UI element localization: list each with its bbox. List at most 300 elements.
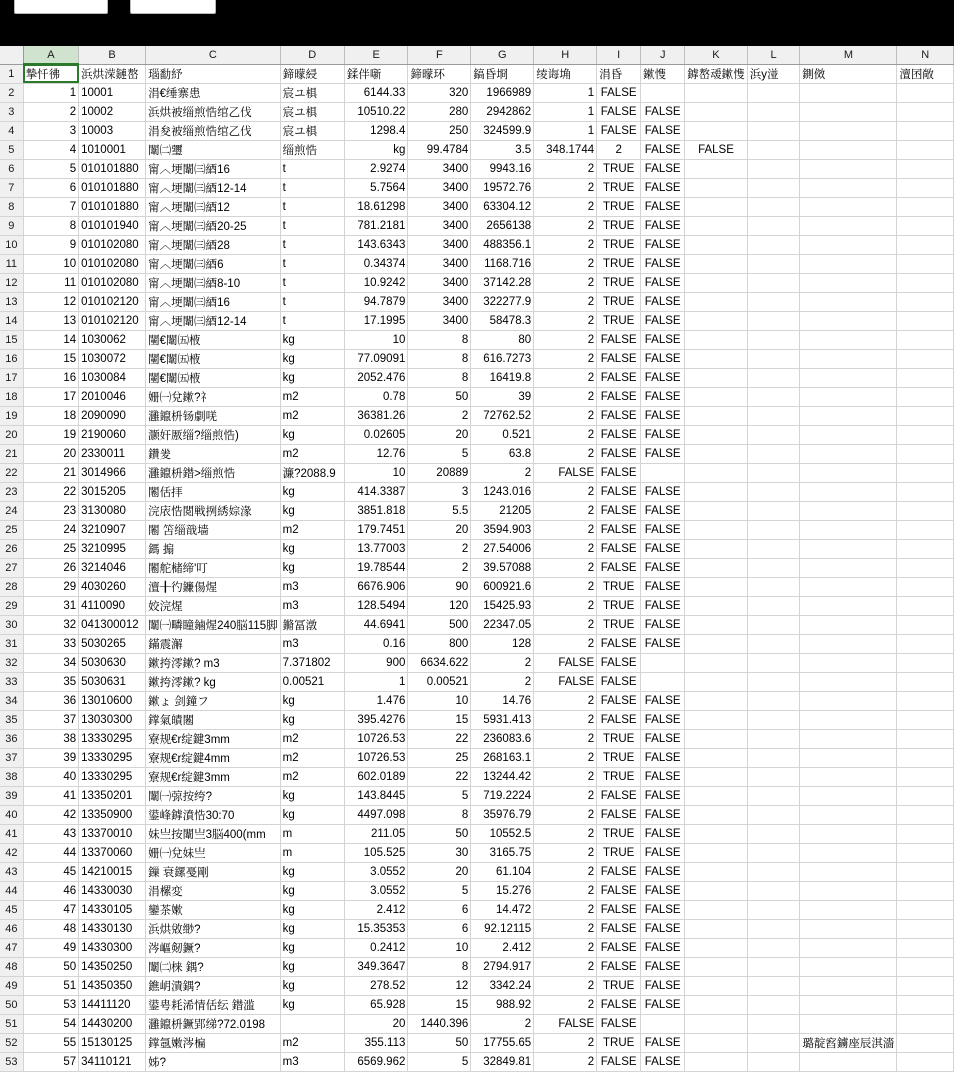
cell-m27[interactable] bbox=[800, 558, 897, 577]
cell-h31[interactable]: 2 bbox=[534, 634, 597, 653]
cell-b43[interactable]: 14210015 bbox=[79, 862, 146, 881]
cell-m17[interactable] bbox=[800, 368, 897, 387]
cell-a51[interactable]: 54 bbox=[23, 1014, 78, 1033]
row-header-46[interactable]: 46 bbox=[0, 919, 23, 938]
cell-e20[interactable]: 0.02605 bbox=[344, 425, 407, 444]
cell-a5[interactable]: 4 bbox=[23, 140, 78, 159]
cell-a43[interactable]: 45 bbox=[23, 862, 78, 881]
cell-k45[interactable] bbox=[685, 900, 748, 919]
cell-a45[interactable]: 47 bbox=[23, 900, 78, 919]
cell-f6[interactable]: 3400 bbox=[408, 159, 471, 178]
cell-b10[interactable]: 010102080 bbox=[79, 235, 146, 254]
cell-k10[interactable] bbox=[685, 235, 748, 254]
cell-i52[interactable]: TRUE bbox=[597, 1033, 641, 1052]
cell-n46[interactable] bbox=[897, 919, 954, 938]
cell-n34[interactable] bbox=[897, 691, 954, 710]
cell-k25[interactable] bbox=[685, 520, 748, 539]
cell-j21[interactable]: FALSE bbox=[641, 444, 685, 463]
cell-h20[interactable]: 2 bbox=[534, 425, 597, 444]
cell-a35[interactable]: 37 bbox=[23, 710, 78, 729]
row-header-10[interactable]: 10 bbox=[0, 235, 23, 254]
cell-d16[interactable]: kg bbox=[280, 349, 344, 368]
cell-m12[interactable] bbox=[800, 273, 897, 292]
cell-j13[interactable]: FALSE bbox=[641, 292, 685, 311]
cell-n19[interactable] bbox=[897, 406, 954, 425]
row-header-15[interactable]: 15 bbox=[0, 330, 23, 349]
cell-b38[interactable]: 13330295 bbox=[79, 767, 146, 786]
cell-d30[interactable]: 鏅冨潡 bbox=[280, 615, 344, 634]
table-row[interactable] bbox=[0, 976, 954, 995]
cell-a38[interactable]: 40 bbox=[23, 767, 78, 786]
cell-g25[interactable]: 3594.903 bbox=[471, 520, 534, 539]
cell-g37[interactable]: 268163.1 bbox=[471, 748, 534, 767]
cell-d23[interactable]: kg bbox=[280, 482, 344, 501]
column-header-j[interactable]: J bbox=[641, 46, 685, 64]
cell-f1[interactable]: 鍗曚环 bbox=[408, 64, 471, 83]
cell-m16[interactable] bbox=[800, 349, 897, 368]
cell-b29[interactable]: 4110090 bbox=[79, 596, 146, 615]
cell-h47[interactable]: 2 bbox=[534, 938, 597, 957]
cell-c5[interactable]: 闈㈡瓕 bbox=[146, 140, 281, 159]
cell-m28[interactable] bbox=[800, 577, 897, 596]
cell-m11[interactable] bbox=[800, 254, 897, 273]
cell-k36[interactable] bbox=[685, 729, 748, 748]
cell-a32[interactable]: 34 bbox=[23, 653, 78, 672]
table-row[interactable] bbox=[0, 672, 954, 691]
cell-a31[interactable]: 33 bbox=[23, 634, 78, 653]
cell-c36[interactable]: 寮规€r绽鍵3mm bbox=[146, 729, 281, 748]
cell-j15[interactable]: FALSE bbox=[641, 330, 685, 349]
cell-a14[interactable]: 13 bbox=[23, 311, 78, 330]
cell-a41[interactable]: 43 bbox=[23, 824, 78, 843]
cell-n10[interactable] bbox=[897, 235, 954, 254]
row-header-39[interactable]: 39 bbox=[0, 786, 23, 805]
cell-h32[interactable]: FALSE bbox=[534, 653, 597, 672]
cell-h52[interactable]: 2 bbox=[534, 1033, 597, 1052]
cell-g30[interactable]: 22347.05 bbox=[471, 615, 534, 634]
cell-g38[interactable]: 13244.42 bbox=[471, 767, 534, 786]
cell-j28[interactable]: FALSE bbox=[641, 577, 685, 596]
cell-l53[interactable] bbox=[747, 1052, 800, 1071]
cell-a40[interactable]: 42 bbox=[23, 805, 78, 824]
cell-b16[interactable]: 1030072 bbox=[79, 349, 146, 368]
cell-f35[interactable]: 15 bbox=[408, 710, 471, 729]
cell-k7[interactable] bbox=[685, 178, 748, 197]
cell-e8[interactable]: 18.61298 bbox=[344, 197, 407, 216]
cell-i44[interactable]: FALSE bbox=[597, 881, 641, 900]
cell-c14[interactable]: 甯︿埂闈㈢綇12-14 bbox=[146, 311, 281, 330]
cell-h5[interactable]: 348.1744 bbox=[534, 140, 597, 159]
cell-a20[interactable]: 19 bbox=[23, 425, 78, 444]
cell-i12[interactable]: TRUE bbox=[597, 273, 641, 292]
cell-k13[interactable] bbox=[685, 292, 748, 311]
cell-l25[interactable] bbox=[747, 520, 800, 539]
cell-f16[interactable]: 8 bbox=[408, 349, 471, 368]
cell-c33[interactable]: 鏉挎澪鏉? kg bbox=[146, 672, 281, 691]
cell-g45[interactable]: 14.472 bbox=[471, 900, 534, 919]
cell-m38[interactable] bbox=[800, 767, 897, 786]
cell-l10[interactable] bbox=[747, 235, 800, 254]
cell-g6[interactable]: 9943.16 bbox=[471, 159, 534, 178]
cell-h34[interactable]: 2 bbox=[534, 691, 597, 710]
table-row[interactable] bbox=[0, 710, 954, 729]
cell-g16[interactable]: 616.7273 bbox=[471, 349, 534, 368]
table-row[interactable] bbox=[0, 368, 954, 387]
cell-n32[interactable] bbox=[897, 653, 954, 672]
cell-b12[interactable]: 010102080 bbox=[79, 273, 146, 292]
cell-a53[interactable]: 57 bbox=[23, 1052, 78, 1071]
cell-k27[interactable] bbox=[685, 558, 748, 577]
cell-b49[interactable]: 14350350 bbox=[79, 976, 146, 995]
cell-d18[interactable]: m2 bbox=[280, 387, 344, 406]
cell-d13[interactable]: t bbox=[280, 292, 344, 311]
cell-g50[interactable]: 988.92 bbox=[471, 995, 534, 1014]
row-header-52[interactable]: 52 bbox=[0, 1033, 23, 1052]
cell-j47[interactable]: FALSE bbox=[641, 938, 685, 957]
row-header-1[interactable]: 1 bbox=[0, 64, 23, 83]
cell-e53[interactable]: 6569.962 bbox=[344, 1052, 407, 1071]
cell-d5[interactable]: 缁煎悎 bbox=[280, 140, 344, 159]
column-header-m[interactable]: M bbox=[800, 46, 897, 64]
cell-j12[interactable]: FALSE bbox=[641, 273, 685, 292]
cell-b3[interactable]: 10002 bbox=[79, 102, 146, 121]
table-row[interactable] bbox=[0, 1052, 954, 1071]
cell-b13[interactable]: 010102120 bbox=[79, 292, 146, 311]
table-row[interactable] bbox=[0, 615, 954, 634]
spreadsheet-table[interactable] bbox=[0, 46, 954, 1072]
cell-l9[interactable] bbox=[747, 216, 800, 235]
cell-n6[interactable] bbox=[897, 159, 954, 178]
column-header-i[interactable]: I bbox=[597, 46, 641, 64]
cell-i36[interactable]: TRUE bbox=[597, 729, 641, 748]
column-header-a[interactable]: A bbox=[23, 46, 78, 64]
row-header-8[interactable]: 8 bbox=[0, 197, 23, 216]
row-header-22[interactable]: 22 bbox=[0, 463, 23, 482]
cell-m18[interactable] bbox=[800, 387, 897, 406]
cell-l11[interactable] bbox=[747, 254, 800, 273]
cell-i38[interactable]: TRUE bbox=[597, 767, 641, 786]
toolbar-field-left[interactable] bbox=[14, 0, 108, 14]
table-row[interactable] bbox=[0, 957, 954, 976]
table-row[interactable] bbox=[0, 444, 954, 463]
cell-j29[interactable]: FALSE bbox=[641, 596, 685, 615]
cell-h27[interactable]: 2 bbox=[534, 558, 597, 577]
cell-m35[interactable] bbox=[800, 710, 897, 729]
table-row[interactable] bbox=[0, 539, 954, 558]
cell-l7[interactable] bbox=[747, 178, 800, 197]
cell-e9[interactable]: 781.2181 bbox=[344, 216, 407, 235]
cell-l5[interactable] bbox=[747, 140, 800, 159]
cell-g49[interactable]: 3342.24 bbox=[471, 976, 534, 995]
cell-e28[interactable]: 6676.906 bbox=[344, 577, 407, 596]
cell-a26[interactable]: 25 bbox=[23, 539, 78, 558]
cell-j33[interactable] bbox=[641, 672, 685, 691]
cell-d29[interactable]: m3 bbox=[280, 596, 344, 615]
cell-c49[interactable]: 鐎岄潰鍝? bbox=[146, 976, 281, 995]
cell-k12[interactable] bbox=[685, 273, 748, 292]
cell-n38[interactable] bbox=[897, 767, 954, 786]
cell-c45[interactable]: 鑾茶嫰 bbox=[146, 900, 281, 919]
cell-d38[interactable]: m2 bbox=[280, 767, 344, 786]
cell-f33[interactable]: 0.00521 bbox=[408, 672, 471, 691]
table-row[interactable] bbox=[0, 1033, 954, 1052]
cell-b47[interactable]: 14330300 bbox=[79, 938, 146, 957]
cell-i7[interactable]: TRUE bbox=[597, 178, 641, 197]
cell-b35[interactable]: 13030300 bbox=[79, 710, 146, 729]
cell-a49[interactable]: 51 bbox=[23, 976, 78, 995]
cell-j9[interactable]: FALSE bbox=[641, 216, 685, 235]
cell-e42[interactable]: 105.525 bbox=[344, 843, 407, 862]
cell-h53[interactable]: 2 bbox=[534, 1052, 597, 1071]
cell-i51[interactable]: FALSE bbox=[597, 1014, 641, 1033]
row-header-47[interactable]: 47 bbox=[0, 938, 23, 957]
table-row[interactable] bbox=[0, 216, 954, 235]
table-row[interactable] bbox=[0, 843, 954, 862]
cell-c32[interactable]: 鏉挎澪鏉? m3 bbox=[146, 653, 281, 672]
cell-j17[interactable]: FALSE bbox=[641, 368, 685, 387]
cell-k53[interactable] bbox=[685, 1052, 748, 1071]
cell-b18[interactable]: 2010046 bbox=[79, 387, 146, 406]
cell-k41[interactable] bbox=[685, 824, 748, 843]
cell-c39[interactable]: 闈㈠弶按绔? bbox=[146, 786, 281, 805]
cell-e7[interactable]: 5.7564 bbox=[344, 178, 407, 197]
cell-h4[interactable]: 1 bbox=[534, 121, 597, 140]
cell-i50[interactable]: FALSE bbox=[597, 995, 641, 1014]
cell-d21[interactable]: m2 bbox=[280, 444, 344, 463]
column-header-g[interactable]: G bbox=[471, 46, 534, 64]
cell-l14[interactable] bbox=[747, 311, 800, 330]
cell-a17[interactable]: 16 bbox=[23, 368, 78, 387]
cell-m3[interactable] bbox=[800, 102, 897, 121]
cell-d11[interactable]: t bbox=[280, 254, 344, 273]
table-row[interactable] bbox=[0, 691, 954, 710]
cell-f37[interactable]: 25 bbox=[408, 748, 471, 767]
cell-f26[interactable]: 2 bbox=[408, 539, 471, 558]
cell-k42[interactable] bbox=[685, 843, 748, 862]
row-header-4[interactable]: 4 bbox=[0, 121, 23, 140]
cell-a46[interactable]: 48 bbox=[23, 919, 78, 938]
cell-a15[interactable]: 14 bbox=[23, 330, 78, 349]
cell-m21[interactable] bbox=[800, 444, 897, 463]
cell-d34[interactable]: kg bbox=[280, 691, 344, 710]
cell-c16[interactable]: 闉€闈㈤棭 bbox=[146, 349, 281, 368]
cell-i31[interactable]: FALSE bbox=[597, 634, 641, 653]
cell-h44[interactable]: 2 bbox=[534, 881, 597, 900]
cell-g44[interactable]: 15.276 bbox=[471, 881, 534, 900]
cell-l51[interactable] bbox=[747, 1014, 800, 1033]
cell-i8[interactable]: TRUE bbox=[597, 197, 641, 216]
table-row[interactable] bbox=[0, 824, 954, 843]
cell-n26[interactable] bbox=[897, 539, 954, 558]
cell-j5[interactable]: FALSE bbox=[641, 140, 685, 159]
cell-b24[interactable]: 3130080 bbox=[79, 501, 146, 520]
cell-m6[interactable] bbox=[800, 159, 897, 178]
cell-j32[interactable] bbox=[641, 653, 685, 672]
cell-a36[interactable]: 38 bbox=[23, 729, 78, 748]
cell-f21[interactable]: 5 bbox=[408, 444, 471, 463]
cell-b26[interactable]: 3210995 bbox=[79, 539, 146, 558]
cell-j31[interactable]: FALSE bbox=[641, 634, 685, 653]
cell-d24[interactable]: kg bbox=[280, 501, 344, 520]
cell-g24[interactable]: 21205 bbox=[471, 501, 534, 520]
cell-c42[interactable]: 姗㈠兌妹亗 bbox=[146, 843, 281, 862]
row-header-53[interactable]: 53 bbox=[0, 1052, 23, 1071]
row-header-20[interactable]: 20 bbox=[0, 425, 23, 444]
table-row[interactable] bbox=[0, 482, 954, 501]
cell-n13[interactable] bbox=[897, 292, 954, 311]
cell-m22[interactable] bbox=[800, 463, 897, 482]
table-row[interactable] bbox=[0, 938, 954, 957]
cell-l32[interactable] bbox=[747, 653, 800, 672]
cell-e17[interactable]: 2052.476 bbox=[344, 368, 407, 387]
cell-e5[interactable]: kg bbox=[344, 140, 407, 159]
cell-g19[interactable]: 72762.52 bbox=[471, 406, 534, 425]
cell-c51[interactable]: 灉鑹枡鐝郢绨?72.0198 bbox=[146, 1014, 281, 1033]
cell-b37[interactable]: 13330295 bbox=[79, 748, 146, 767]
cell-f52[interactable]: 50 bbox=[408, 1033, 471, 1052]
cell-j34[interactable]: FALSE bbox=[641, 691, 685, 710]
cell-a33[interactable]: 35 bbox=[23, 672, 78, 691]
table-row[interactable] bbox=[0, 197, 954, 216]
row-header-7[interactable]: 7 bbox=[0, 178, 23, 197]
cell-e48[interactable]: 349.3647 bbox=[344, 957, 407, 976]
cell-n22[interactable] bbox=[897, 463, 954, 482]
cell-f32[interactable]: 6634.622 bbox=[408, 653, 471, 672]
cell-a1[interactable]: 摯忏彿 bbox=[23, 64, 78, 83]
cell-d35[interactable]: kg bbox=[280, 710, 344, 729]
cell-k9[interactable] bbox=[685, 216, 748, 235]
cell-n20[interactable] bbox=[897, 425, 954, 444]
row-header-9[interactable]: 9 bbox=[0, 216, 23, 235]
cell-k11[interactable] bbox=[685, 254, 748, 273]
cell-b45[interactable]: 14330105 bbox=[79, 900, 146, 919]
cell-h25[interactable]: 2 bbox=[534, 520, 597, 539]
cell-l3[interactable] bbox=[747, 102, 800, 121]
table-row[interactable] bbox=[0, 596, 954, 615]
cell-n33[interactable] bbox=[897, 672, 954, 691]
cell-j36[interactable]: FALSE bbox=[641, 729, 685, 748]
cell-l44[interactable] bbox=[747, 881, 800, 900]
cell-n28[interactable] bbox=[897, 577, 954, 596]
cell-e10[interactable]: 143.6343 bbox=[344, 235, 407, 254]
table-row[interactable] bbox=[0, 102, 954, 121]
cell-k14[interactable] bbox=[685, 311, 748, 330]
cell-e12[interactable]: 10.9242 bbox=[344, 273, 407, 292]
cell-m4[interactable] bbox=[800, 121, 897, 140]
cell-h11[interactable]: 2 bbox=[534, 254, 597, 273]
cell-c18[interactable]: 姗㈠兌鏉?礻 bbox=[146, 387, 281, 406]
cell-l21[interactable] bbox=[747, 444, 800, 463]
cell-m48[interactable] bbox=[800, 957, 897, 976]
cell-j7[interactable]: FALSE bbox=[641, 178, 685, 197]
cell-i47[interactable]: FALSE bbox=[597, 938, 641, 957]
row-header-30[interactable]: 30 bbox=[0, 615, 23, 634]
cell-c35[interactable]: 鐣氣皟闂 bbox=[146, 710, 281, 729]
cell-l24[interactable] bbox=[747, 501, 800, 520]
cell-m13[interactable] bbox=[800, 292, 897, 311]
row-header-31[interactable]: 31 bbox=[0, 634, 23, 653]
cell-a42[interactable]: 44 bbox=[23, 843, 78, 862]
cell-d36[interactable]: m2 bbox=[280, 729, 344, 748]
cell-n3[interactable] bbox=[897, 102, 954, 121]
cell-b19[interactable]: 2090090 bbox=[79, 406, 146, 425]
cell-a10[interactable]: 9 bbox=[23, 235, 78, 254]
cell-i4[interactable]: FALSE bbox=[597, 121, 641, 140]
cell-m36[interactable] bbox=[800, 729, 897, 748]
cell-f14[interactable]: 3400 bbox=[408, 311, 471, 330]
cell-e4[interactable]: 1298.4 bbox=[344, 121, 407, 140]
cell-b53[interactable]: 34110121 bbox=[79, 1052, 146, 1071]
cell-f45[interactable]: 6 bbox=[408, 900, 471, 919]
cell-c26[interactable]: 鎷 搧 bbox=[146, 539, 281, 558]
cell-f3[interactable]: 280 bbox=[408, 102, 471, 121]
row-header-11[interactable]: 11 bbox=[0, 254, 23, 273]
cell-f24[interactable]: 5.5 bbox=[408, 501, 471, 520]
cell-b40[interactable]: 13350900 bbox=[79, 805, 146, 824]
cell-e25[interactable]: 179.7451 bbox=[344, 520, 407, 539]
cell-d40[interactable]: kg bbox=[280, 805, 344, 824]
row-header-35[interactable]: 35 bbox=[0, 710, 23, 729]
cell-h51[interactable]: FALSE bbox=[534, 1014, 597, 1033]
cell-n35[interactable] bbox=[897, 710, 954, 729]
cell-e50[interactable]: 65.928 bbox=[344, 995, 407, 1014]
cell-h8[interactable]: 2 bbox=[534, 197, 597, 216]
cell-e40[interactable]: 4497.098 bbox=[344, 805, 407, 824]
cell-l28[interactable] bbox=[747, 577, 800, 596]
cell-c46[interactable]: 浜烘敓缈? bbox=[146, 919, 281, 938]
cell-i6[interactable]: TRUE bbox=[597, 159, 641, 178]
table-row[interactable] bbox=[0, 330, 954, 349]
cell-b41[interactable]: 13370010 bbox=[79, 824, 146, 843]
cell-d37[interactable]: m2 bbox=[280, 748, 344, 767]
cell-e23[interactable]: 414.3387 bbox=[344, 482, 407, 501]
cell-c40[interactable]: 鍙峰鎼濆悎30:70 bbox=[146, 805, 281, 824]
cell-c19[interactable]: 灉鑹枡钖劇唴 bbox=[146, 406, 281, 425]
cell-h12[interactable]: 2 bbox=[534, 273, 597, 292]
table-row[interactable] bbox=[0, 64, 954, 83]
cell-m46[interactable] bbox=[800, 919, 897, 938]
cell-j53[interactable]: FALSE bbox=[641, 1052, 685, 1071]
cell-m2[interactable] bbox=[800, 83, 897, 102]
cell-e22[interactable]: 10 bbox=[344, 463, 407, 482]
cell-a18[interactable]: 17 bbox=[23, 387, 78, 406]
cell-f28[interactable]: 90 bbox=[408, 577, 471, 596]
cell-a22[interactable]: 21 bbox=[23, 463, 78, 482]
cell-i11[interactable]: TRUE bbox=[597, 254, 641, 273]
cell-g39[interactable]: 719.2224 bbox=[471, 786, 534, 805]
cell-l29[interactable] bbox=[747, 596, 800, 615]
cell-l15[interactable] bbox=[747, 330, 800, 349]
cell-h2[interactable]: 1 bbox=[534, 83, 597, 102]
cell-d51[interactable] bbox=[280, 1014, 344, 1033]
cell-m1[interactable]: 鍘傚 bbox=[800, 64, 897, 83]
cell-d9[interactable]: t bbox=[280, 216, 344, 235]
cell-h49[interactable]: 2 bbox=[534, 976, 597, 995]
cell-m29[interactable] bbox=[800, 596, 897, 615]
cell-k44[interactable] bbox=[685, 881, 748, 900]
cell-j1[interactable]: 鏉愯 bbox=[641, 64, 685, 83]
cell-k31[interactable] bbox=[685, 634, 748, 653]
cell-j40[interactable]: FALSE bbox=[641, 805, 685, 824]
cell-a28[interactable]: 29 bbox=[23, 577, 78, 596]
cell-b11[interactable]: 010102080 bbox=[79, 254, 146, 273]
cell-i32[interactable]: FALSE bbox=[597, 653, 641, 672]
cell-g28[interactable]: 600921.6 bbox=[471, 577, 534, 596]
cell-c22[interactable]: 灉鑹枡鐟>缁煎悎 bbox=[146, 463, 281, 482]
table-row[interactable] bbox=[0, 653, 954, 672]
cell-d50[interactable]: kg bbox=[280, 995, 344, 1014]
cell-i23[interactable]: FALSE bbox=[597, 482, 641, 501]
